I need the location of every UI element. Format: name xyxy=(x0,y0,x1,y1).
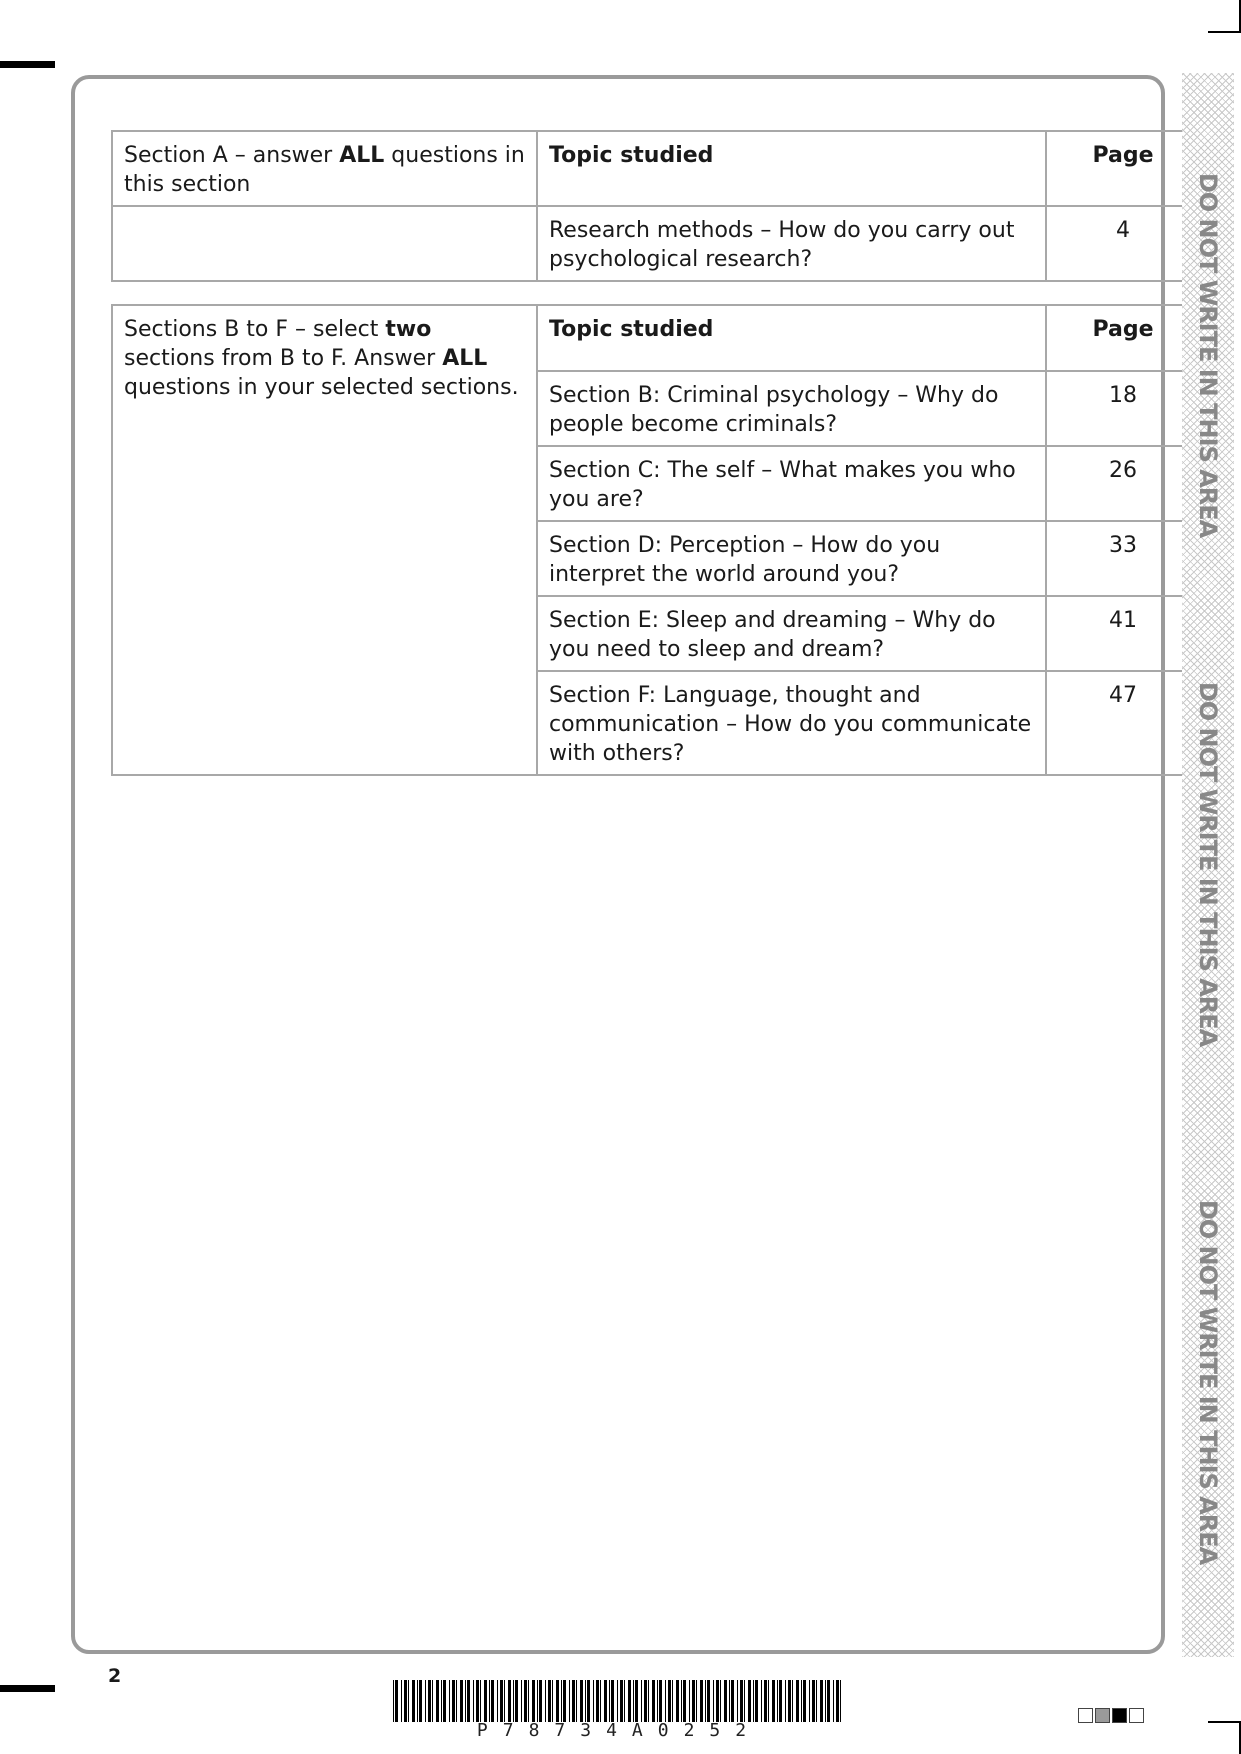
page-cell: 41 xyxy=(1046,596,1200,671)
registration-mark-bottom-left xyxy=(0,1685,55,1692)
sections-b-f-table xyxy=(111,304,1201,776)
page-header: Page xyxy=(1046,305,1200,371)
topic-cell: Section B: Criminal psychology – Why do people become criminals? xyxy=(537,371,1046,446)
crop-mark-top-right-h xyxy=(1208,31,1241,33)
table-header-row xyxy=(112,305,1200,371)
sections-b-f-instruction: Sections B to F – select two sections from B to F. Answer ALL questions in your selected sections. xyxy=(112,305,537,775)
page-number: 2 xyxy=(108,1665,122,1687)
registration-mark-top-left xyxy=(0,61,55,68)
page-cell: 47 xyxy=(1046,671,1200,775)
page-cell: 33 xyxy=(1046,521,1200,596)
page-marker-squares-icon xyxy=(1078,1708,1144,1723)
topic-cell: Section E: Sleep and dreaming – Why do you need to sleep and dream? xyxy=(537,596,1046,671)
barcode-icon xyxy=(393,1680,845,1722)
section-a-instruction: Section A – answer ALL questions in this section xyxy=(112,131,537,206)
topic-cell: Section C: The self – What makes you who you are? xyxy=(537,446,1046,521)
empty-cell xyxy=(112,206,537,281)
page-cell: 4 xyxy=(1046,206,1200,281)
crop-mark-bottom-right-h xyxy=(1208,1721,1241,1723)
table-row xyxy=(112,206,1200,281)
topic-cell: Section D: Perception – How do you interpret the world around you? xyxy=(537,521,1046,596)
barcode-text: P78734A0252 xyxy=(476,1720,762,1741)
section-a-table xyxy=(111,130,1201,282)
page-cell: 26 xyxy=(1046,446,1200,521)
topic-header: Topic studied xyxy=(537,305,1046,371)
topic-cell: Section F: Language, thought and communication – How do you communicate with others? xyxy=(537,671,1046,775)
topic-cell: Research methods – How do you carry out psychological research? xyxy=(537,206,1046,281)
table-header-row xyxy=(112,131,1200,206)
page-header: Page xyxy=(1046,131,1200,206)
page-cell: 18 xyxy=(1046,371,1200,446)
topic-header: Topic studied xyxy=(537,131,1046,206)
